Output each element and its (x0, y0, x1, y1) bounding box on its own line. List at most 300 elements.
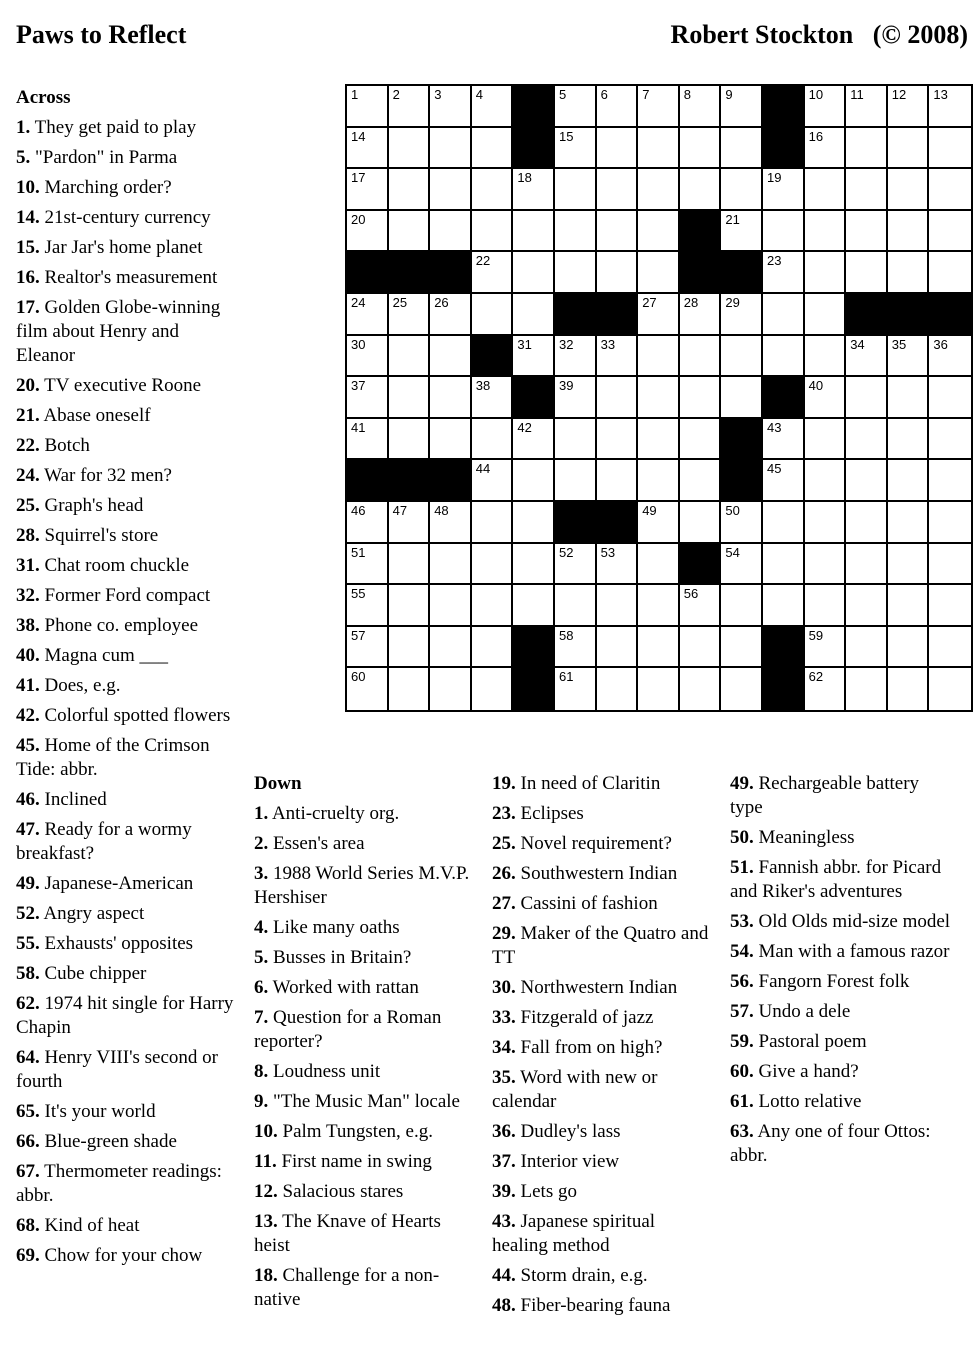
black-square (513, 668, 555, 710)
grid-cell (347, 211, 389, 253)
clue-number: 52. (16, 903, 40, 924)
grid-cell (638, 252, 680, 294)
clue-text: Southwestern Indian (515, 863, 678, 884)
down-clues-col-1 (254, 772, 472, 1318)
clue-item (730, 970, 952, 994)
clue-number: 67. (16, 1161, 40, 1182)
cell-number: 40 (808, 378, 824, 394)
clue-number: 60. (730, 1061, 754, 1082)
clue-number: 42. (16, 705, 40, 726)
grid-cell (347, 169, 389, 211)
cell-number: 53 (600, 544, 616, 560)
clue-text: Storm drain, e.g. (515, 1265, 648, 1286)
cell-number: 39 (558, 378, 574, 394)
grid-cell (721, 211, 763, 253)
grid-cell (680, 128, 722, 170)
clue-item (16, 734, 238, 782)
cell-number: 31 (517, 336, 532, 352)
grid-cell (680, 502, 722, 544)
grid-cell (597, 377, 639, 419)
grid-cell (389, 336, 431, 378)
clue-number: 44. (492, 1265, 516, 1286)
grid-cell (513, 169, 555, 211)
clue-text: Golden Globe-winning film about Henry and Eleanor (16, 297, 221, 366)
clue-number: 6. (254, 977, 269, 998)
grid-cell (846, 627, 888, 669)
grid-cell (597, 627, 639, 669)
grid-cell (721, 336, 763, 378)
grid-cell (389, 585, 431, 627)
cell-number: 46 (351, 502, 366, 518)
grid-cell (638, 294, 680, 336)
black-square (513, 627, 555, 669)
clue-item (16, 464, 238, 488)
clue-number: 43. (492, 1211, 516, 1232)
grid-cell (555, 419, 597, 461)
clue-item (16, 554, 238, 578)
clue-number: 27. (492, 893, 516, 914)
grid-cell (638, 668, 680, 710)
clue-text: Word with new or calendar (492, 1067, 658, 1112)
grid-cell (846, 211, 888, 253)
clue-number: 23. (492, 803, 516, 824)
black-square (472, 336, 514, 378)
clue-number: 3. (254, 863, 269, 884)
cell-number: 9 (725, 87, 733, 102)
clue-item (16, 614, 238, 638)
grid-cell (929, 169, 971, 211)
clue-text: Give a hand? (753, 1061, 859, 1082)
grid-cell (347, 86, 389, 128)
grid-cell (389, 627, 431, 669)
cell-number: 44 (475, 461, 491, 477)
grid-cell (389, 169, 431, 211)
clue-text: Jar Jar's home planet (39, 237, 203, 258)
clue-item (492, 772, 710, 796)
grid-cell (430, 294, 472, 336)
crossword-grid (345, 84, 973, 712)
grid-cell (347, 668, 389, 710)
clue-item (492, 1294, 710, 1318)
clue-text: Cube chipper (39, 963, 147, 984)
grid-cell (721, 627, 763, 669)
cell-number: 33 (600, 336, 616, 352)
grid-cell (472, 419, 514, 461)
clue-number: 22. (16, 435, 40, 456)
cell-number: 1 (351, 87, 359, 102)
clue-number: 25. (492, 833, 516, 854)
clue-item (16, 902, 238, 926)
grid-cell (555, 627, 597, 669)
cell-number: 49 (642, 502, 657, 518)
clue-item (254, 1180, 472, 1204)
grid-cell (555, 128, 597, 170)
clue-number: 15. (16, 237, 40, 258)
clue-text: Old Olds mid-size model (753, 911, 951, 932)
clue-item (16, 788, 238, 812)
grid-cell (680, 668, 722, 710)
clue-number: 69. (16, 1245, 40, 1266)
clue-number: 20. (16, 375, 40, 396)
cell-number: 7 (642, 87, 650, 102)
clue-text: Pastoral poem (753, 1031, 867, 1052)
cell-number: 29 (725, 294, 740, 310)
black-square (347, 460, 389, 502)
grid-cell (888, 419, 930, 461)
grid-cell (597, 544, 639, 586)
grid-cell (555, 377, 597, 419)
clue-text: Fitzgerald of jazz (515, 1007, 654, 1028)
grid-cell (763, 294, 805, 336)
clue-item (492, 1180, 710, 1204)
grid-cell (513, 585, 555, 627)
grid-cell (597, 169, 639, 211)
grid-cell (721, 544, 763, 586)
black-square (721, 460, 763, 502)
clue-item (16, 818, 238, 866)
clue-text: Japanese spiritual healing method (492, 1211, 656, 1256)
grid-cell (472, 169, 514, 211)
cell-number: 16 (808, 128, 824, 144)
clue-item (254, 1090, 472, 1114)
cell-number: 43 (766, 419, 782, 435)
grid-cell (805, 668, 847, 710)
cell-number: 4 (475, 87, 484, 102)
clue-item (492, 1036, 710, 1060)
clue-item (16, 932, 238, 956)
clue-text: Any one of four Ottos: abbr. (730, 1121, 931, 1166)
grid-cell (430, 419, 472, 461)
grid-cell (430, 544, 472, 586)
clue-number: 48. (492, 1295, 516, 1316)
black-square (513, 86, 555, 128)
clue-item (254, 976, 472, 1000)
clue-number: 56. (730, 971, 754, 992)
clue-item (16, 992, 238, 1040)
clue-text: Maker of the Quatro and TT (492, 923, 709, 968)
clue-item (16, 374, 238, 398)
clue-text: Loudness unit (268, 1061, 381, 1082)
clue-text: Lets go (515, 1181, 577, 1202)
grid-cell (805, 294, 847, 336)
clue-text: Kind of heat (39, 1215, 140, 1236)
clue-text: Worked with rattan (268, 977, 419, 998)
clue-number: 5. (16, 147, 31, 168)
grid-cell (929, 544, 971, 586)
grid-cell (389, 86, 431, 128)
grid-cell (805, 627, 847, 669)
clue-text: Salacious stares (277, 1181, 404, 1202)
grid-cell (888, 169, 930, 211)
black-square (721, 252, 763, 294)
grid-cell (805, 460, 847, 502)
grid-cell (347, 585, 389, 627)
grid-cell (846, 252, 888, 294)
grid-cell (763, 336, 805, 378)
clue-item (16, 584, 238, 608)
grid-cell (430, 502, 472, 544)
grid-cell (597, 211, 639, 253)
black-square (763, 668, 805, 710)
grid-cell (472, 252, 514, 294)
across-clues (16, 86, 238, 1274)
grid-cell (472, 128, 514, 170)
grid-cell (929, 627, 971, 669)
clue-item (16, 494, 238, 518)
cell-number: 50 (725, 502, 740, 518)
clue-item (16, 206, 238, 230)
cell-number: 55 (351, 586, 366, 602)
grid-cell (513, 252, 555, 294)
grid-cell (638, 627, 680, 669)
cell-number: 41 (351, 419, 366, 435)
grid-cell (888, 377, 930, 419)
grid-cell (347, 419, 389, 461)
clue-item (16, 296, 238, 368)
clue-number: 68. (16, 1215, 40, 1236)
grid-cell (513, 294, 555, 336)
cell-number: 17 (351, 170, 366, 186)
clue-number: 11. (254, 1151, 277, 1172)
clue-text: Chat room chuckle (39, 555, 190, 576)
cell-number: 57 (351, 627, 366, 643)
grid-cell (805, 336, 847, 378)
cell-number: 52 (558, 544, 574, 560)
clue-item (730, 1090, 952, 1114)
black-square (929, 294, 971, 336)
black-square (597, 294, 639, 336)
grid-cell (430, 627, 472, 669)
grid-cell (929, 252, 971, 294)
down-header: Down (254, 773, 302, 794)
clue-text: The Knave of Hearts heist (254, 1211, 441, 1256)
clue-text: Busses in Britain? (268, 947, 412, 968)
clue-number: 66. (16, 1131, 40, 1152)
clue-text: Man with a famous razor (753, 941, 950, 962)
grid-cell (555, 86, 597, 128)
grid-cell (929, 460, 971, 502)
clue-text: Eclipses (515, 803, 584, 824)
grid-cell (638, 128, 680, 170)
grid-cell (888, 544, 930, 586)
black-square (597, 502, 639, 544)
cell-number: 35 (891, 336, 907, 352)
clue-text: Angry aspect (39, 903, 145, 924)
clue-item (492, 1006, 710, 1030)
clue-text: Fiber-bearing fauna (515, 1295, 671, 1316)
grid-cell (846, 668, 888, 710)
grid-cell (389, 419, 431, 461)
grid-cell (430, 585, 472, 627)
black-square (680, 544, 722, 586)
cell-number: 27 (642, 294, 657, 310)
clue-text: Northwestern Indian (515, 977, 678, 998)
clue-text: Home of the Crimson Tide: abbr. (16, 735, 210, 780)
grid-cell (513, 502, 555, 544)
grid-cell (555, 585, 597, 627)
clue-item (492, 862, 710, 886)
black-square (555, 502, 597, 544)
grid-cell (888, 86, 930, 128)
clue-item (254, 1060, 472, 1084)
cell-number: 62 (808, 669, 824, 685)
clue-item (16, 1244, 238, 1268)
clue-number: 58. (16, 963, 40, 984)
clue-text: War for 32 men? (39, 465, 172, 486)
grid-cell (763, 252, 805, 294)
clue-text: 21st-century currency (39, 207, 211, 228)
clue-number: 36. (492, 1121, 516, 1142)
cell-number: 37 (351, 378, 366, 394)
clue-text: Former Ford compact (39, 585, 211, 606)
clue-text: Undo a dele (753, 1001, 851, 1022)
grid-cell (430, 86, 472, 128)
cell-number: 42 (517, 419, 532, 435)
clue-text: Henry VIII's second or fourth (16, 1047, 218, 1092)
cell-number: 60 (351, 669, 366, 685)
black-square (721, 419, 763, 461)
cell-number: 30 (351, 336, 366, 352)
clue-number: 46. (16, 789, 40, 810)
grid-cell (846, 419, 888, 461)
cell-number: 19 (766, 170, 782, 186)
grid-cell (555, 169, 597, 211)
clue-item (16, 1046, 238, 1094)
grid-cell (389, 377, 431, 419)
clue-item (492, 1120, 710, 1144)
cell-number: 25 (392, 294, 408, 310)
clue-number: 41. (16, 675, 40, 696)
grid-cell (929, 86, 971, 128)
clue-number: 5. (254, 947, 269, 968)
cell-number: 14 (351, 128, 366, 144)
black-square (763, 627, 805, 669)
clue-number: 49. (16, 873, 40, 894)
grid-cell (846, 169, 888, 211)
grid-cell (888, 460, 930, 502)
grid-cell (805, 377, 847, 419)
grid-cell (721, 128, 763, 170)
clue-number: 30. (492, 977, 516, 998)
clue-text: Phone co. employee (39, 615, 199, 636)
clue-number: 33. (492, 1007, 516, 1028)
clue-text: Novel requirement? (515, 833, 672, 854)
clue-text: Dudley's lass (515, 1121, 621, 1142)
clue-text: Interior view (515, 1151, 620, 1172)
clue-number: 8. (254, 1061, 269, 1082)
cell-number: 12 (891, 87, 907, 102)
cell-number: 34 (850, 336, 865, 352)
grid-cell (680, 627, 722, 669)
grid-cell (721, 294, 763, 336)
grid-cell (430, 668, 472, 710)
clue-text: Question for a Roman reporter? (254, 1007, 442, 1052)
clue-text: 1974 hit single for Harry Chapin (16, 993, 234, 1038)
grid-cell (513, 336, 555, 378)
clue-text: Like many oaths (268, 917, 400, 938)
clue-text: Squirrel's store (39, 525, 159, 546)
grid-cell (638, 419, 680, 461)
clue-number: 47. (16, 819, 40, 840)
black-square (846, 294, 888, 336)
grid-cell (430, 128, 472, 170)
grid-cell (721, 169, 763, 211)
grid-cell (680, 460, 722, 502)
clue-number: 45. (16, 735, 40, 756)
cell-number: 3 (434, 87, 442, 102)
grid-cell (472, 585, 514, 627)
clue-number: 38. (16, 615, 40, 636)
black-square (513, 377, 555, 419)
puzzle-title: Paws to Reflect (16, 20, 187, 49)
grid-cell (389, 502, 431, 544)
grid-cell (846, 544, 888, 586)
grid-cell (888, 502, 930, 544)
clue-item (16, 1160, 238, 1208)
grid-cell (763, 502, 805, 544)
clue-item (730, 826, 952, 850)
clue-item (492, 1150, 710, 1174)
clue-number: 1. (16, 117, 31, 138)
grid-cell (472, 377, 514, 419)
clue-item (16, 176, 238, 200)
cell-number: 18 (517, 170, 532, 186)
grid-cell (430, 211, 472, 253)
grid-cell (513, 419, 555, 461)
cell-number: 10 (808, 87, 824, 102)
clue-number: 24. (16, 465, 40, 486)
clue-number: 55. (16, 933, 40, 954)
grid-cell (472, 627, 514, 669)
clue-number: 2. (254, 833, 269, 854)
clue-number: 17. (16, 297, 40, 318)
clue-text: They get paid to play (30, 117, 197, 138)
clue-number: 18. (254, 1265, 278, 1286)
clue-item (730, 1030, 952, 1054)
grid-cell (680, 86, 722, 128)
clue-item (492, 1066, 710, 1114)
clue-number: 65. (16, 1101, 40, 1122)
down-clues-col-2 (492, 772, 710, 1324)
clue-text: Fall from on high? (515, 1037, 663, 1058)
clue-item (254, 1264, 472, 1312)
clue-number: 29. (492, 923, 516, 944)
grid-cell (597, 668, 639, 710)
cell-number: 47 (392, 502, 408, 518)
clue-text: Botch (39, 435, 90, 456)
clue-number: 13. (254, 1211, 278, 1232)
clue-item (492, 1210, 710, 1258)
clue-number: 25. (16, 495, 40, 516)
clue-text: Inclined (39, 789, 107, 810)
cell-number: 8 (683, 87, 692, 102)
grid-cell (597, 460, 639, 502)
clue-item (492, 976, 710, 1000)
clue-item (492, 1264, 710, 1288)
grid-cell (721, 585, 763, 627)
grid-cell (389, 544, 431, 586)
clue-text: Magna cum ___ (39, 645, 168, 666)
grid-cell (430, 336, 472, 378)
clue-text: Marching order? (39, 177, 172, 198)
grid-cell (555, 668, 597, 710)
grid-cell (638, 169, 680, 211)
grid-cell (513, 460, 555, 502)
clue-text: Ready for a wormy breakfast? (16, 819, 192, 864)
grid-cell (597, 336, 639, 378)
black-square (513, 128, 555, 170)
grid-cell (805, 419, 847, 461)
